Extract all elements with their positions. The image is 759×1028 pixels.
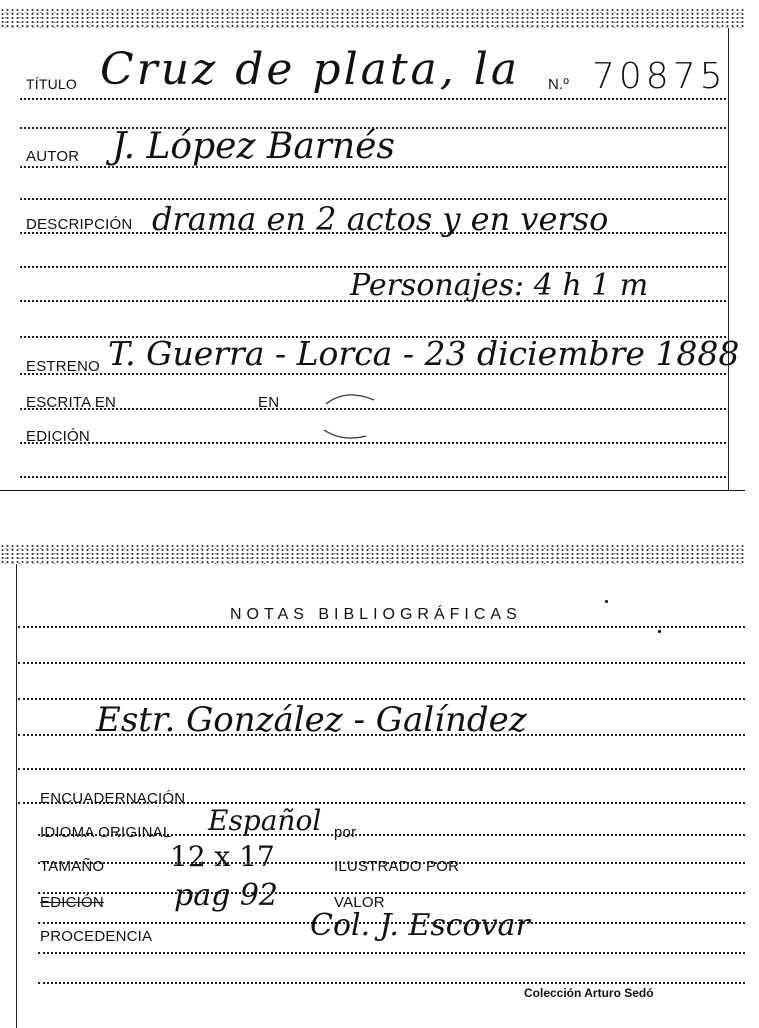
ruled-line xyxy=(18,768,745,770)
notas-value: Estr. González - Galíndez xyxy=(96,700,527,740)
descripcion-label: DESCRIPCIÓN xyxy=(26,216,133,233)
titulo-value: Cruz de plata, la xyxy=(100,44,521,95)
procedencia-label: PROCEDENCIA xyxy=(40,928,153,945)
ruled-line xyxy=(18,626,745,628)
ink-speck xyxy=(605,600,608,603)
ruled-line xyxy=(20,476,726,478)
edicion-label: EDICIÓN xyxy=(26,428,90,445)
estreno-label: ESTRENO xyxy=(26,358,100,375)
ilustrado-label: ILUSTRADO POR xyxy=(334,858,460,875)
edicion-value: pag 92 xyxy=(174,878,279,913)
card-edge-noise xyxy=(0,8,745,28)
personajes-value: Personajes: 4 h 1 m xyxy=(350,268,649,303)
titulo-label: TÍTULO xyxy=(26,76,77,92)
ruled-line xyxy=(20,98,726,100)
card-bottom-edge xyxy=(0,490,745,491)
ink-speck xyxy=(658,630,661,633)
valor-label: VALOR xyxy=(334,894,385,911)
tamano-value: 12 x 17 xyxy=(170,840,275,873)
ruled-line xyxy=(20,373,726,375)
por-label: por xyxy=(334,824,357,841)
en-label: EN xyxy=(258,394,280,411)
ruled-line xyxy=(38,982,745,984)
numero-value: 70875 xyxy=(592,56,727,97)
descripcion-value: drama en 2 actos y en verso xyxy=(152,200,609,238)
idioma-label: IDIOMA ORIGINAL xyxy=(40,824,172,841)
card-left-border xyxy=(16,564,17,1028)
autor-value: J. López Barnés xyxy=(112,126,395,167)
numero-label: N.º xyxy=(548,76,570,93)
edicion-label: EDICIÓN xyxy=(40,894,104,911)
ruled-line xyxy=(38,892,745,894)
catalog-card-back xyxy=(0,540,745,1028)
procedencia-value: Col. J. Escovar xyxy=(310,908,530,943)
tamano-label: TAMAÑO xyxy=(40,858,105,875)
ruled-line xyxy=(38,952,745,954)
card-edge-noise xyxy=(0,544,745,564)
collection-credit: Colección Arturo Sedó xyxy=(524,986,654,1000)
idioma-value: Español xyxy=(208,804,322,837)
autor-label: AUTOR xyxy=(26,148,80,165)
ruled-line xyxy=(18,662,745,664)
card-right-border xyxy=(728,28,729,490)
notas-title: NOTAS BIBLIOGRÁFICAS xyxy=(230,606,522,623)
ink-smudge xyxy=(316,386,386,446)
escrita-en-label: ESCRITA EN xyxy=(26,394,117,411)
encuadernacion-label: ENCUADERNACIÓN xyxy=(40,790,186,807)
catalog-card-front xyxy=(0,0,745,492)
estreno-value: T. Guerra - Lorca - 23 diciembre 1888 xyxy=(108,334,740,373)
